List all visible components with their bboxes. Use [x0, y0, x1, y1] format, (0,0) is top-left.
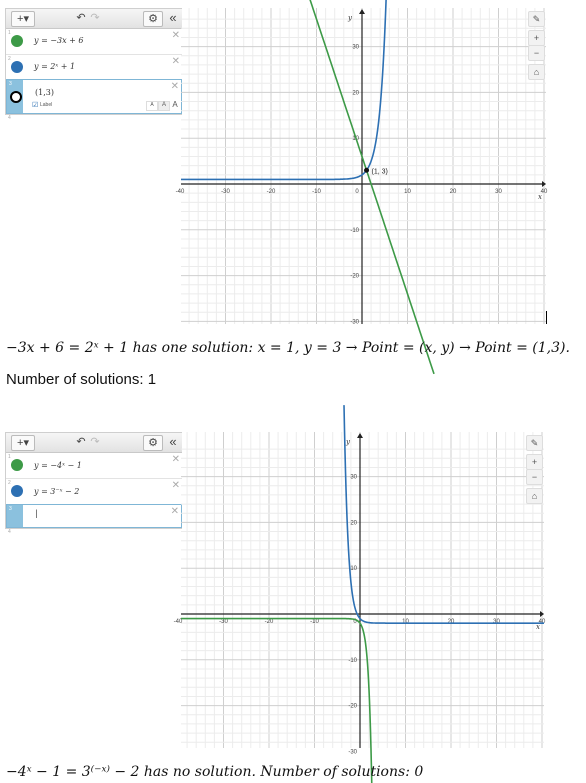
- undo-button[interactable]: ↶: [76, 436, 86, 448]
- y-tick-label: 10: [350, 566, 357, 573]
- label-checkbox-icon[interactable]: ☑: [32, 102, 39, 109]
- delete-icon[interactable]: ✕: [171, 480, 180, 491]
- x-tick-label: -20: [264, 619, 274, 625]
- graph-canvas-1[interactable]: [175, 8, 548, 326]
- point-label: (1, 3): [371, 168, 388, 176]
- y-tick-label: 20: [352, 90, 359, 97]
- delete-icon[interactable]: ✕: [170, 506, 179, 517]
- toolbar-1: [6, 9, 182, 29]
- expression-row-3[interactable]: [6, 504, 182, 528]
- x-tick-label: -10: [310, 619, 319, 625]
- expression-text[interactable]: (1,3): [35, 88, 54, 97]
- settings-button[interactable]: ⚙: [143, 435, 163, 451]
- x-tick-label: -40: [175, 189, 185, 195]
- graph-color-icon[interactable]: [11, 35, 23, 47]
- add-expression-button[interactable]: +▾: [11, 11, 35, 27]
- graph-1[interactable]: [175, 8, 548, 326]
- y-axis-arrow: [357, 433, 363, 438]
- expression-panel-1: [5, 8, 182, 121]
- y-tick-label: -10: [348, 657, 357, 664]
- decay-exponential-series: [344, 405, 544, 623]
- redo-button[interactable]: ↷: [90, 436, 100, 448]
- y-tick-label: -20: [348, 703, 357, 710]
- expression-row-3[interactable]: [6, 79, 182, 114]
- point-icon[interactable]: [10, 91, 22, 103]
- zoom-in-button[interactable]: +: [528, 30, 545, 46]
- graph-color-icon[interactable]: [11, 459, 23, 471]
- zoom-out-button[interactable]: −: [526, 469, 543, 485]
- expression-row-2[interactable]: [6, 479, 182, 505]
- toolbar-2: [6, 433, 182, 453]
- row-number: 1: [8, 30, 11, 36]
- x-tick-label: 40: [538, 619, 546, 625]
- y-tick-label: -30: [348, 749, 357, 756]
- y-axis-label: y: [346, 438, 350, 446]
- y-tick-label: 10: [352, 136, 359, 143]
- y-tick-label: -20: [350, 273, 359, 280]
- expression-row-1[interactable]: [6, 29, 182, 55]
- row-number: 3: [9, 506, 12, 512]
- x-tick-label: 30: [493, 619, 500, 625]
- neg-exponential-series: [181, 619, 372, 783]
- x-tick-label: -20: [266, 189, 276, 195]
- y-tick-label: 30: [350, 474, 357, 481]
- home-icon[interactable]: ⌂: [526, 488, 543, 504]
- next-row-number: 4: [8, 529, 11, 535]
- y-tick-label: -10: [350, 227, 359, 234]
- collapse-button[interactable]: «: [169, 434, 177, 449]
- expression-text[interactable]: y = 2ˣ + 1: [34, 62, 76, 71]
- redo-button[interactable]: ↷: [90, 12, 100, 24]
- delete-icon[interactable]: ✕: [171, 56, 180, 67]
- x-tick-label: 30: [495, 189, 502, 195]
- expression-panel-2: [5, 432, 182, 535]
- x-tick-label: -30: [219, 619, 228, 625]
- expression-text[interactable]: y = 3⁻ˣ − 2: [34, 487, 80, 496]
- label-size-small[interactable]: A: [146, 101, 158, 111]
- settings-button[interactable]: ⚙: [143, 11, 163, 27]
- y-tick-label: 20: [350, 520, 357, 527]
- caption-solutions-1: Number of solutions: 1: [6, 371, 157, 388]
- zoom-out-button[interactable]: −: [528, 45, 545, 61]
- row-number: 2: [8, 56, 11, 62]
- x-tick-label: 10: [404, 189, 411, 195]
- undo-button[interactable]: ↶: [76, 12, 86, 24]
- x-tick-label: -40: [173, 619, 183, 625]
- caption-equation-2: −4ˣ − 1 = 3⁽⁻ˣ⁾ − 2 has no solution. Number of solutions: 0: [6, 764, 424, 780]
- caption-equation-1: −3x + 6 = 2ˣ + 1 has one solution: x = 1, y = 3 → Point = (x, y) → Point = (1,3).: [6, 340, 570, 356]
- x-tick-label: 40: [540, 189, 548, 195]
- x-tick-label: 0: [353, 619, 357, 625]
- collapse-button[interactable]: «: [169, 10, 177, 25]
- x-axis-label: x: [538, 193, 542, 201]
- delete-icon[interactable]: ✕: [171, 454, 180, 465]
- home-icon[interactable]: ⌂: [528, 64, 545, 80]
- row-number: 3: [9, 81, 12, 87]
- expression-text[interactable]: y = −4ˣ − 1: [34, 461, 82, 470]
- row-number: 2: [8, 480, 11, 486]
- x-tick-label: -10: [312, 189, 321, 195]
- expression-row-2[interactable]: [6, 55, 182, 80]
- wrench-icon[interactable]: ✎: [526, 435, 543, 451]
- x-tick-label: -30: [221, 189, 230, 195]
- row-number: 1: [8, 454, 11, 460]
- y-axis-label: y: [348, 14, 352, 22]
- wrench-icon[interactable]: ✎: [528, 11, 545, 27]
- expression-row-1[interactable]: [6, 453, 182, 479]
- expression-input[interactable]: |: [35, 509, 38, 518]
- delete-icon[interactable]: ✕: [171, 30, 180, 41]
- x-tick-label: 10: [402, 619, 409, 625]
- zoom-in-button[interactable]: +: [526, 454, 543, 470]
- next-row-number: 4: [8, 115, 11, 121]
- delete-icon[interactable]: ✕: [170, 81, 179, 92]
- graph-color-icon[interactable]: [11, 485, 23, 497]
- label-checkbox-text: Label: [40, 102, 53, 108]
- add-expression-button[interactable]: +▾: [11, 435, 35, 451]
- graph-color-icon[interactable]: [11, 61, 23, 73]
- graph-2[interactable]: [173, 432, 546, 756]
- y-tick-label: 30: [352, 44, 359, 51]
- x-axis-label: x: [536, 623, 540, 631]
- x-tick-label: 0: [355, 189, 359, 195]
- graph-canvas-2[interactable]: [173, 432, 546, 756]
- x-tick-label: 20: [449, 189, 457, 195]
- point-marker: [364, 168, 369, 173]
- y-tick-label: -30: [350, 319, 359, 326]
- text-cursor: [546, 311, 547, 324]
- y-axis-arrow: [359, 9, 365, 14]
- label-size-large[interactable]: A: [172, 100, 178, 109]
- expression-text[interactable]: y = −3x + 6: [34, 36, 84, 45]
- x-tick-label: 20: [447, 619, 455, 625]
- label-size-medium[interactable]: A: [158, 101, 170, 111]
